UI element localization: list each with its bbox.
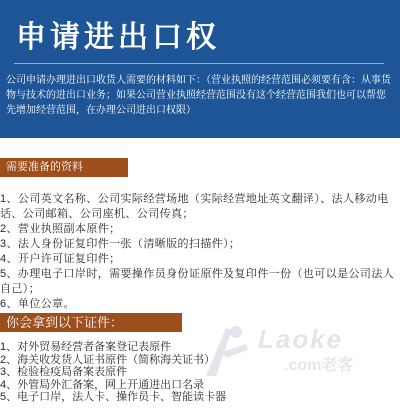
- watermark-brand: Laoke: [258, 324, 344, 354]
- list-item: 5、办理电子口岸时，需要操作员身份证原件及复印件一份（也可以是公司法人自己）；: [0, 268, 395, 295]
- header-banner: [0, 0, 400, 138]
- list-item: 5、电子口岸，法人卡、操作员卡、智能读卡器: [0, 391, 227, 403]
- list-item: 1、对外贸易经营者备案登记表原件: [0, 341, 172, 353]
- intro-text: 公司申请办理进出口收货人需要的材料如下：（营业执照的经营范围必须要有含：从事货物与技术的进出口业务；如果公司营业执照经营范围没有这个经营范围我们也可以帮您先增加经营范围，在办理公司进出口权限）: [6, 75, 391, 116]
- list-item: 2、营业执照副本原件；: [0, 223, 121, 235]
- list-item: 2、海关收发货人证书原件（简称海关证书）: [0, 353, 216, 366]
- list-item: 6、单位公章。: [0, 298, 75, 310]
- section-tag-materials: 需要准备的资料: [0, 158, 128, 177]
- materials-list: [0, 192, 398, 312]
- list-item: 4、开户许可证复印件；: [0, 253, 121, 265]
- documents-list: [0, 341, 398, 404]
- list-item: 4、外管局外汇备案，网上开通进出口名录: [0, 378, 205, 391]
- section-tag-documents: 你会拿到以下证件：: [0, 313, 182, 332]
- list-item: 3、检验检疫局备案表原件: [0, 366, 128, 378]
- page-title: 申请进出口权: [16, 21, 220, 54]
- watermark-sub: .com老客: [284, 357, 354, 374]
- list-item: 1、公司英文名称、公司实际经营场地（实际经营地址英文翻译）、法人移动电话、公司邮箱、公司座机、公司传真；: [0, 193, 389, 220]
- list-item: 3、法人身份证复印件一张（清晰版的扫描件）；: [0, 238, 241, 250]
- title-divider: [14, 63, 384, 64]
